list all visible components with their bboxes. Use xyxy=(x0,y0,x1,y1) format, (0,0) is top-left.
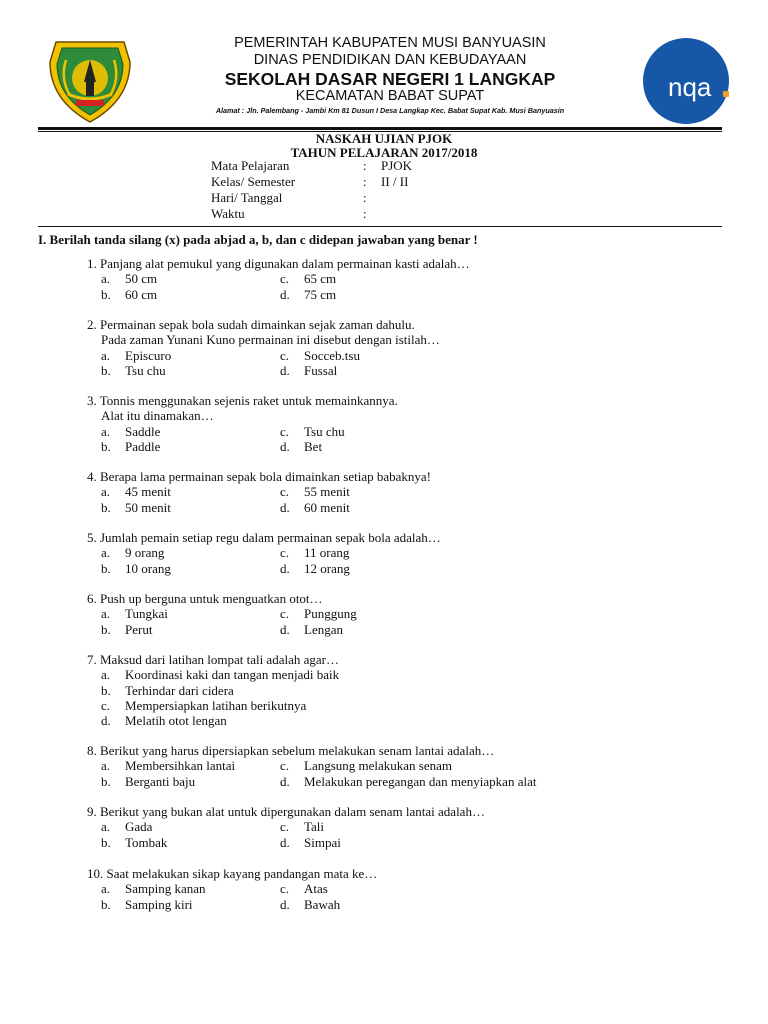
question-text: 10. Saat melakukan sikap kayang pandangan mata ke… xyxy=(87,866,378,881)
option-letter: c. xyxy=(101,697,111,713)
option-letter: c. xyxy=(280,484,290,500)
nqa-certification-logo xyxy=(643,38,729,124)
option-letter: d. xyxy=(280,438,290,454)
option-text: 50 menit xyxy=(125,499,171,515)
option-letter: c. xyxy=(280,819,290,835)
option-text: Terhindar dari cidera xyxy=(125,682,234,698)
academic-year: TAHUN PELAJARAN 2017/2018 xyxy=(290,145,478,160)
option-text: 9 orang xyxy=(125,545,165,561)
district-name: KECAMATAN BABAT SUPAT xyxy=(295,88,485,104)
option-text: Perut xyxy=(125,621,153,637)
option-text: Tali xyxy=(304,819,325,835)
question-text: 7. Maksud dari latihan lompat tali adalah agar… xyxy=(87,652,339,667)
option-text: Mempersiapkan latihan berikutnya xyxy=(125,697,307,713)
question-text: 4. Berapa lama permainan sepak bola dimainkan setiap babaknya! xyxy=(87,469,432,484)
option-text: Punggung xyxy=(304,606,357,622)
option-letter: b. xyxy=(101,286,111,302)
option-letter: a. xyxy=(101,819,111,835)
option-text: 10 orang xyxy=(125,560,171,576)
option-letter: a. xyxy=(101,881,111,897)
option-text: 45 menit xyxy=(125,484,171,500)
question-text: 8. Berikut yang harus dipersiapkan sebelum melakukan senam lantai adalah… xyxy=(87,743,495,758)
option-letter: c. xyxy=(280,423,290,439)
metadata-key: Hari/ Tanggal xyxy=(211,190,283,205)
option-letter: c. xyxy=(280,347,290,363)
option-letter: d. xyxy=(280,621,290,637)
option-text: Atas xyxy=(304,881,328,897)
option-text: 60 menit xyxy=(304,499,350,515)
option-letter: b. xyxy=(101,362,111,378)
option-text: Bet xyxy=(304,438,323,454)
option-letter: a. xyxy=(101,484,111,500)
exam-title: NASKAH UJIAN PJOK xyxy=(315,131,453,146)
option-letter: b. xyxy=(101,682,111,698)
option-text: Berganti baju xyxy=(125,773,196,789)
option-text: Koordinasi kaki dan tangan menjadi baik xyxy=(125,667,340,683)
nqa-logo-text: nqa xyxy=(668,72,712,102)
option-text: 55 menit xyxy=(304,484,350,500)
option-text: 75 cm xyxy=(304,286,337,302)
option-letter: a. xyxy=(101,423,111,439)
option-letter: a. xyxy=(101,545,111,561)
option-text: Melakukan peregangan dan menyiapkan alat xyxy=(304,773,537,789)
option-letter: b. xyxy=(101,560,111,576)
option-letter: d. xyxy=(101,713,111,729)
option-text: Tsu chu xyxy=(304,423,345,439)
option-letter: c. xyxy=(280,606,290,622)
option-letter: a. xyxy=(101,271,111,287)
option-text: Membersihkan lantai xyxy=(125,758,236,774)
option-text: Tungkai xyxy=(125,606,168,622)
option-text: Langsung melakukan senam xyxy=(304,758,453,774)
metadata-key: Mata Pelajaran xyxy=(211,158,290,173)
option-letter: c. xyxy=(280,881,290,897)
option-text: Samping kiri xyxy=(125,896,193,912)
question-text: 3. Tonnis menggunakan sejenis raket untuk memainkannya. xyxy=(87,393,398,408)
option-text: 60 cm xyxy=(125,286,158,302)
section-instruction: I. Berilah tanda silang (x) pada abjad a, b, dan c didepan jawaban yang benar ! xyxy=(38,232,478,247)
option-text: Gada xyxy=(125,819,153,835)
option-text: 11 orang xyxy=(304,545,350,561)
school-name: SEKOLAH DASAR NEGERI 1 LANGKAP xyxy=(224,69,556,89)
question-text: 2. Permainan sepak bola sudah dimainkan sejak zaman dahulu. xyxy=(87,317,415,332)
option-letter: c. xyxy=(280,271,290,287)
option-text: 50 cm xyxy=(125,271,158,287)
option-letter: b. xyxy=(101,773,111,789)
option-text: Bawah xyxy=(304,896,341,912)
option-letter: c. xyxy=(280,758,290,774)
option-letter: d. xyxy=(280,896,290,912)
question-text-continued: Pada zaman Yunani Kuno permainan ini disebut dengan istilah… xyxy=(101,332,440,348)
option-text: Paddle xyxy=(125,438,161,454)
question-text: 9. Berikut yang bukan alat untuk dipergunakan dalam senam lantai adalah… xyxy=(87,804,485,819)
metadata-value: PJOK xyxy=(381,158,413,173)
metadata-colon: : xyxy=(363,174,367,189)
option-letter: c. xyxy=(280,545,290,561)
option-text: Melatih otot lengan xyxy=(125,713,227,729)
option-text: Episcuro xyxy=(125,347,172,363)
option-text: Samping kanan xyxy=(125,881,206,897)
question-text-continued: Alat itu dinamakan… xyxy=(101,408,214,424)
option-letter: b. xyxy=(101,499,111,515)
question-text: 6. Push up berguna untuk menguatkan otot… xyxy=(87,591,323,606)
option-letter: b. xyxy=(101,621,111,637)
department-name: DINAS PENDIDIKAN DAN KEBUDAYAAN xyxy=(253,52,527,68)
government-name: PEMERINTAH KABUPATEN MUSI BANYUASIN xyxy=(234,35,546,51)
school-address: Alamat : Jln. Palembang - Jambi Km 81 Dusun I Desa Langkap Kec. Babat Supat Kab. Musi Banyuasin xyxy=(215,106,565,115)
metadata-colon: : xyxy=(363,158,367,173)
option-letter: b. xyxy=(101,834,111,850)
option-letter: a. xyxy=(101,758,111,774)
option-letter: d. xyxy=(280,499,290,515)
option-letter: a. xyxy=(101,347,111,363)
option-letter: d. xyxy=(280,362,290,378)
option-text: Tombak xyxy=(125,834,168,850)
option-text: Tsu chu xyxy=(125,362,166,378)
metadata-colon: : xyxy=(363,206,367,221)
metadata-divider xyxy=(38,226,722,227)
letterhead xyxy=(0,0,768,128)
option-text: Saddle xyxy=(125,423,161,439)
option-letter: b. xyxy=(101,438,111,454)
option-letter: d. xyxy=(280,286,290,302)
metadata-key: Kelas/ Semester xyxy=(211,174,296,189)
option-letter: b. xyxy=(101,896,111,912)
option-text: 12 orang xyxy=(304,560,350,576)
option-text: Simpai xyxy=(304,834,341,850)
option-text: Socceb.tsu xyxy=(304,347,360,363)
question-text: 1. Panjang alat pemukul yang digunakan dalam permainan kasti adalah… xyxy=(87,256,470,271)
option-letter: d. xyxy=(280,560,290,576)
option-letter: a. xyxy=(101,667,111,683)
option-letter: a. xyxy=(101,606,111,622)
metadata-value: II / II xyxy=(381,174,409,189)
header-divider-thick xyxy=(38,127,722,130)
metadata-key: Waktu xyxy=(211,206,245,221)
question-text: 5. Jumlah pemain setiap regu dalam permainan sepak bola adalah… xyxy=(87,530,441,545)
option-text: Lengan xyxy=(304,621,343,637)
metadata-colon: : xyxy=(363,190,367,205)
option-text: 65 cm xyxy=(304,271,337,287)
regency-emblem-logo xyxy=(46,38,134,124)
option-letter: d. xyxy=(280,834,290,850)
option-text: Fussal xyxy=(304,362,338,378)
nqa-logo-dot xyxy=(723,91,729,97)
option-letter: d. xyxy=(280,773,290,789)
